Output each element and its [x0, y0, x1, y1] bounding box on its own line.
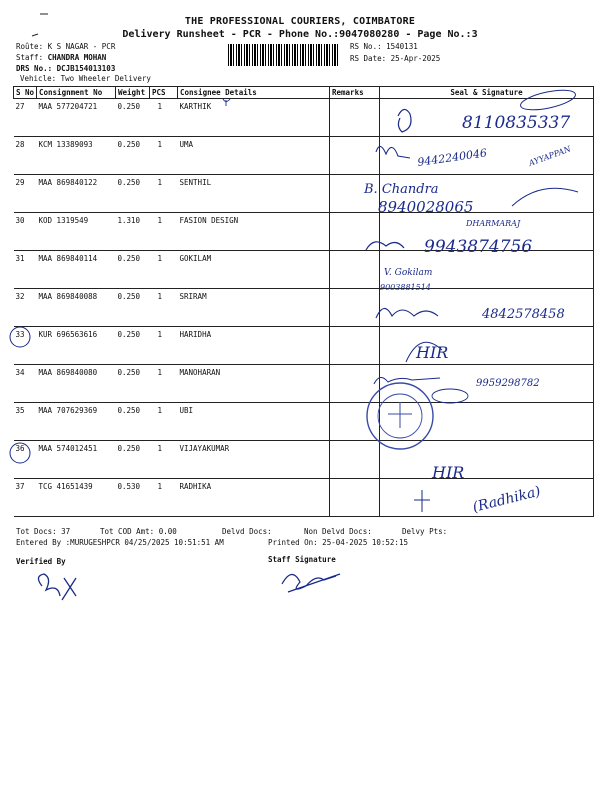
cell-consignee: VIJAYAKUMAR	[178, 441, 330, 479]
cell-sno: 33	[14, 327, 37, 365]
cell-consignment: KCM 13389093	[37, 137, 116, 175]
cell-consignment: KUR 696563616	[37, 327, 116, 365]
cell-remarks	[330, 365, 380, 403]
cell-consignee: SENTHIL	[178, 175, 330, 213]
verifier-signature-icon	[38, 574, 76, 600]
drs-number: DRS No.: DCJB154013103	[16, 64, 116, 73]
cell-consignment: MAA 869840080	[37, 365, 116, 403]
cell-remarks	[330, 251, 380, 289]
cell-remarks	[330, 213, 380, 251]
cell-remarks	[330, 327, 380, 365]
cell-consignee: RADHIKA	[178, 479, 330, 517]
handwritten-phone-31: 9003881514	[380, 283, 431, 292]
cell-pcs: 1	[150, 175, 178, 213]
table-row	[14, 213, 594, 251]
cell-weight: 0.250	[116, 327, 150, 365]
rs-number: RS No.: 1540131	[350, 42, 418, 51]
handwritten-name-31: V. Gokilam	[384, 268, 433, 278]
cell-pcs: 1	[150, 327, 178, 365]
cell-consignee: SRIRAM	[178, 289, 330, 327]
handwritten-phone-30: 9943874756	[424, 237, 533, 257]
cell-remarks	[330, 99, 380, 137]
table-row	[14, 479, 594, 517]
cell-remarks	[330, 441, 380, 479]
cell-sno: 32	[14, 289, 37, 327]
cell-remarks	[330, 175, 380, 213]
cell-remarks	[330, 137, 380, 175]
cell-sno: 34	[14, 365, 37, 403]
cell-pcs: 1	[150, 99, 178, 137]
header-sno: S No	[14, 87, 37, 99]
total-cod-amount: Tot COD Amt: 0.00	[100, 527, 177, 536]
cell-weight: 0.250	[116, 137, 150, 175]
staff-signature-label: Staff Signature	[268, 555, 336, 564]
cell-remarks	[330, 289, 380, 327]
cell-sno: 27	[14, 99, 37, 137]
table-row	[14, 289, 594, 327]
vehicle-line: Vehicle: Two Wheeler Delivery	[20, 74, 151, 83]
cell-signature	[380, 365, 594, 403]
handwritten-phone-32: 4842578458	[482, 307, 565, 322]
cell-consignee: GOKILAM	[178, 251, 330, 289]
table-row	[14, 441, 594, 479]
cell-sno: 28	[14, 137, 37, 175]
header-pcs: PCS	[150, 87, 178, 99]
header-remarks: Remarks	[330, 87, 380, 99]
table-row	[14, 365, 594, 403]
cell-pcs: 1	[150, 479, 178, 517]
handwritten-mark-37: HIR	[432, 463, 465, 482]
verified-by-label: Verified By	[16, 557, 66, 566]
delivery-table	[13, 86, 594, 517]
cell-signature	[380, 403, 594, 441]
cell-signature	[380, 251, 594, 289]
cell-weight: 0.250	[116, 99, 150, 137]
table-row	[14, 251, 594, 289]
cell-pcs: 1	[150, 251, 178, 289]
cell-weight: 0.250	[116, 289, 150, 327]
cell-consignee: FASION DESIGN	[178, 213, 330, 251]
rs-date: RS Date: 25-Apr-2025	[350, 54, 441, 63]
cell-consignment: MAA 707629369	[37, 403, 116, 441]
table-row	[14, 403, 594, 441]
cell-pcs: 1	[150, 441, 178, 479]
company-title: THE PROFESSIONAL COURIERS, COIMBATORE	[184, 16, 416, 27]
cell-pcs: 1	[150, 213, 178, 251]
non-delivered-docs: Non Delvd Docs:	[304, 527, 372, 536]
cell-weight: 0.250	[116, 175, 150, 213]
cell-pcs: 1	[150, 403, 178, 441]
table-row	[14, 175, 594, 213]
cell-pcs: 1	[150, 289, 178, 327]
cell-sno: 29	[14, 175, 37, 213]
cell-consignment: KOD 1319549	[37, 213, 116, 251]
cell-pcs: 1	[150, 365, 178, 403]
cell-signature	[380, 441, 594, 479]
total-docs: Tot Docs: 37	[16, 527, 71, 536]
entered-by: Entered By :MURUGESHPCR 04/25/2025 10:51:51 AM	[16, 538, 224, 547]
header-consignee: Consignee Details	[178, 87, 330, 99]
handwritten-phone-34: 9959298782	[476, 378, 540, 389]
cell-consignee: MANOHARAN	[178, 365, 330, 403]
cell-weight: 0.250	[116, 251, 150, 289]
cell-signature	[380, 137, 594, 175]
cell-weight: 0.250	[116, 365, 150, 403]
table-header-row	[14, 87, 594, 99]
cell-consignment: MAA 574012451	[37, 441, 116, 479]
cell-sno: 30	[14, 213, 37, 251]
cell-consignment: MAA 869840114	[37, 251, 116, 289]
handwritten-name-30: DHARMARAJ	[466, 219, 521, 228]
runsheet-subtitle: Delivery Runsheet - PCR - Phone No.:9047080280 - Page No.:3	[122, 29, 478, 40]
table-row	[14, 327, 594, 365]
cell-signature	[380, 289, 594, 327]
staff-name: CHANDRA MOHAN	[47, 53, 107, 62]
cell-pcs: 1	[150, 137, 178, 175]
cell-weight: 0.250	[116, 441, 150, 479]
cell-signature	[380, 213, 594, 251]
cell-remarks	[330, 403, 380, 441]
handwritten-name-29: B. Chandra	[364, 182, 439, 197]
handwritten-name-28: AYYAPPAN	[527, 144, 573, 168]
route-line: Roûte: K S NAGAR - PCR	[16, 42, 116, 51]
cell-consignee: HARIDHA	[178, 327, 330, 365]
header-seal-signature: Seal & Signature	[380, 87, 594, 99]
cell-signature	[380, 327, 594, 365]
handwritten-phone-28: 9442240046	[416, 146, 488, 169]
cell-consignment: MAA 577204721	[37, 99, 116, 137]
cell-weight: 1.310	[116, 213, 150, 251]
header-weight: Weight	[116, 87, 150, 99]
cell-signature	[380, 175, 594, 213]
cell-consignment: TCG 41651439	[37, 479, 116, 517]
staff-line	[16, 53, 106, 62]
cell-consignment: MAA 869840088	[37, 289, 116, 327]
cell-weight: 0.250	[116, 403, 150, 441]
staff-label: Staff:	[16, 53, 44, 62]
handwritten-mark-33: HIR	[416, 343, 449, 362]
staff-signature-icon	[282, 574, 340, 592]
delivered-docs: Delvd Docs:	[222, 527, 272, 536]
printed-on: Printed On: 25-04-2025 10:52:15	[268, 538, 408, 547]
table-row	[14, 137, 594, 175]
cell-remarks	[330, 479, 380, 517]
handwritten-name-37: (Radhika)	[471, 483, 543, 516]
cell-sno: 36	[14, 441, 37, 479]
cell-consignee: KARTHIK	[178, 99, 330, 137]
header-consignment: Consignment No	[37, 87, 116, 99]
cell-sno: 35	[14, 403, 37, 441]
cell-weight: 0.530	[116, 479, 150, 517]
cell-consignee: UMA	[178, 137, 330, 175]
cell-sno: 37	[14, 479, 37, 517]
cell-signature	[380, 99, 594, 137]
barcode-image	[228, 44, 340, 66]
handwritten-phone-29: 8940028065	[378, 198, 474, 216]
table-row	[14, 99, 594, 137]
cell-signature	[380, 479, 594, 517]
cell-consignee: UBI	[178, 403, 330, 441]
cell-sno: 31	[14, 251, 37, 289]
delivery-points: Delvy Pts:	[402, 527, 448, 536]
cell-consignment: MAA 869840122	[37, 175, 116, 213]
handwritten-phone-27: 8110835337	[462, 113, 571, 133]
